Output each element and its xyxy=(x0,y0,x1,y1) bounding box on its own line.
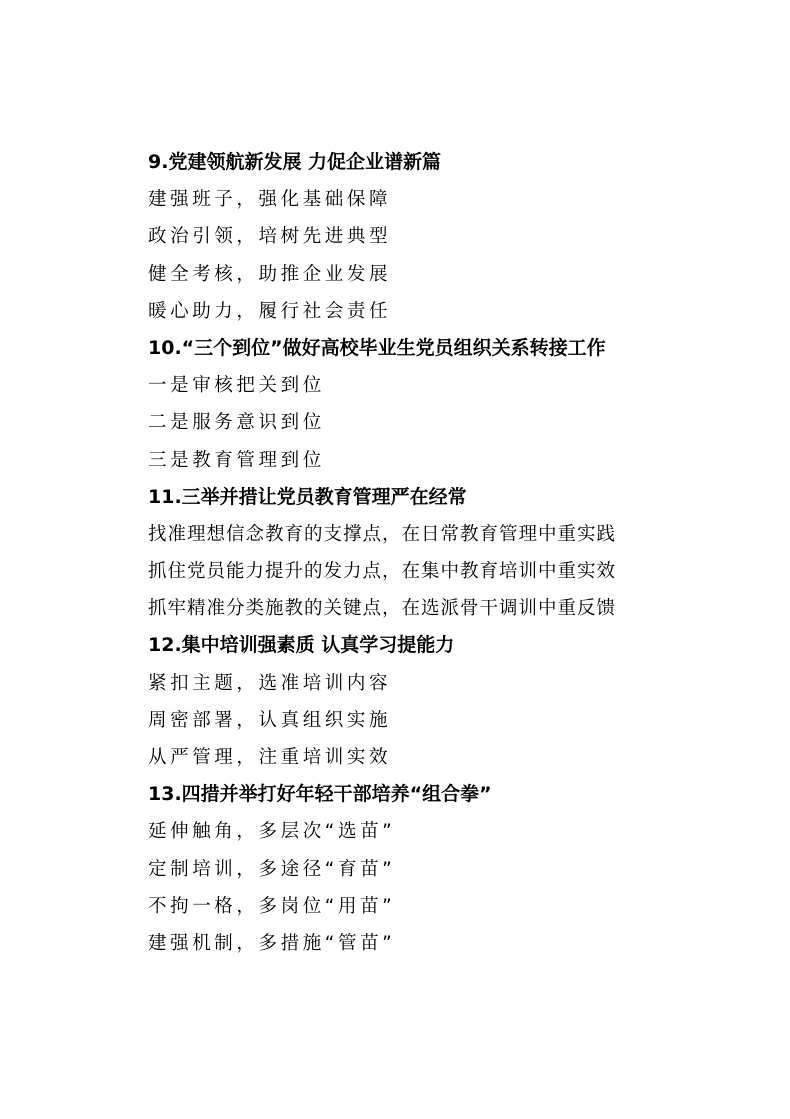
section-item: 抓牢精准分类施教的关键点，在选派骨干调训中重反馈 xyxy=(148,598,617,620)
section-item: 定制培训，多途径“育苗” xyxy=(148,858,396,880)
section-item: 健全考核，助推企业发展 xyxy=(148,263,392,285)
section-item: 紧扣主题，选准培训内容 xyxy=(148,672,392,694)
section-item: 从严管理，注重培训实效 xyxy=(148,747,392,768)
section-item: 一是审核把关到位 xyxy=(148,375,325,397)
section-item: 不拘一格，多岗位“用苗” xyxy=(148,895,396,917)
section-item: 二是服务意识到位 xyxy=(148,412,325,434)
section-heading: 13.四措并举打好年轻干部培养“组合拳” xyxy=(148,783,492,806)
section-heading: 9.党建领航新发展 力促企业谱新篇 xyxy=(148,151,442,173)
section-heading: 11.三举并措让党员教育管理严在经常 xyxy=(148,485,467,508)
section-heading: 10.“三个到位”做好高校毕业生党员组织关系转接工作 xyxy=(148,336,606,359)
section-item: 延伸触角，多层次“选苗” xyxy=(148,821,396,843)
section-item: 找准理想信念教育的支撑点，在日常教育管理中重实践 xyxy=(148,523,617,545)
section-heading: 12.集中培训强素质 认真学习提能力 xyxy=(148,634,455,657)
section-item: 政治引领，培树先进典型 xyxy=(148,226,392,248)
section-item: 三是教育管理到位 xyxy=(148,449,325,471)
section-item: 抓住党员能力提升的发力点，在集中教育培训中重实效 xyxy=(148,561,617,583)
document-content xyxy=(148,144,708,962)
section-item: 暖心助力，履行社会责任 xyxy=(148,300,392,322)
section-item: 建强机制，多措施“管苗” xyxy=(148,932,396,954)
section-item: 周密部署，认真组织实施 xyxy=(148,709,392,731)
section-item: 建强班子，强化基础保障 xyxy=(148,189,392,211)
